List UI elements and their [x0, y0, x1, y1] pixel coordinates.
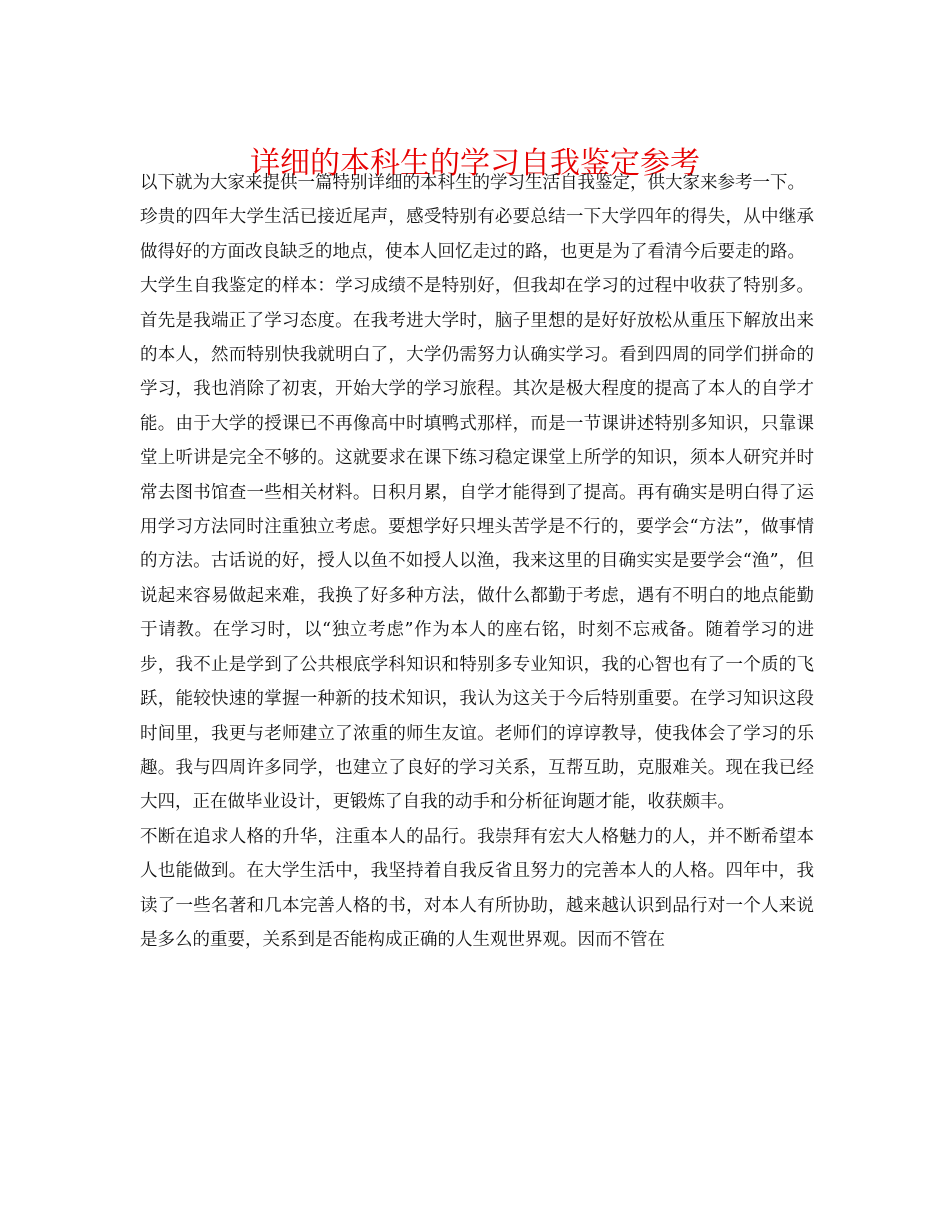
- document-title: 详细的本科生的学习自我鉴定参考: [250, 146, 700, 182]
- paragraph-character: 不断在追求人格的升华，注重本人的品行。我崇拜有宏大人格魅力的人，并不断希望本人也能做到。在大学生活中，我坚持着自我反省且努力的完善本人的人格。四年中，我读了一些名著和几本完善人格的书，对本人有所协助，越来越认识到品行对一个人来说是多么的重要，关系到是否能构成正确的人生观世界观。因而不管在: [140, 826, 814, 950]
- paragraph-intro: 以下就为大家来提供一篇特别详细的本科生的学习生活自我鉴定，供大家来参考一下。: [140, 173, 805, 193]
- paragraph-study: 大学生自我鉴定的样本：学习成绩不是特别好，但我却在学习的过程中收获了特别多。首先是我端正了学习态度。在我考进大学时，脑子里想的是好好放松从重压下解放出来的本人，然而特别快我就明白了，大学仍需努力认确实学习。看到四周的同学们拼命的学习，我也消除了初衷，开始大学的学习旅程。其次是极大程度的提高了本人的自学才能。由于大学的授课已不再像高中时填鸭式那样，而是一节课讲述特别多知识，只靠课堂上听讲是完全不够的。这就要求在课下练习稳定课堂上所学的知识，须本人研究并时常去图书馆查一些相关材料。日积月累，自学才能得到了提高。再有确实是明白得了运用学习方法同时注重独立考虑。要想学好只埋头苦学是不行的，要学会“方法”，做事情的方法。古话说的好，授人以鱼不如授人以渔，我来这里的目确实实是要学会“渔”，但说起来容易做起来难，我换了好多种方法，做什么都勤于考虑，遇有不明白的地点能勤于请教。在学习时，以“独立考虑”作为本人的座右铭，时刻不忘戒备。随着学习的进步，我不止是学到了公共根底学科知识和特别多专业知识，我的心智也有了一个质的飞跃，能较快速的掌握一种新的技术知识，我认为这关于今后特别重要。在学习知识这段时间里，我更与老师建立了浓重的师生友谊。老师们的谆谆教导，使我体会了学习的乐趣。我与四周许多同学，也建立了良好的学习关系，互帮互助，克服难关。现在我已经大四，正在做毕业设计，更锻炼了自我的动手和分析征询题才能，收获颇丰。: [140, 276, 814, 813]
- document-body: [140, 166, 814, 957]
- paragraph-summary: 珍贵的四年大学生活已接近尾声，感受特别有必要总结一下大学四年的得失，从中继承做得好的方面改良缺乏的地点，使本人回忆走过的路，也更是为了看清今后要走的路。: [140, 207, 814, 262]
